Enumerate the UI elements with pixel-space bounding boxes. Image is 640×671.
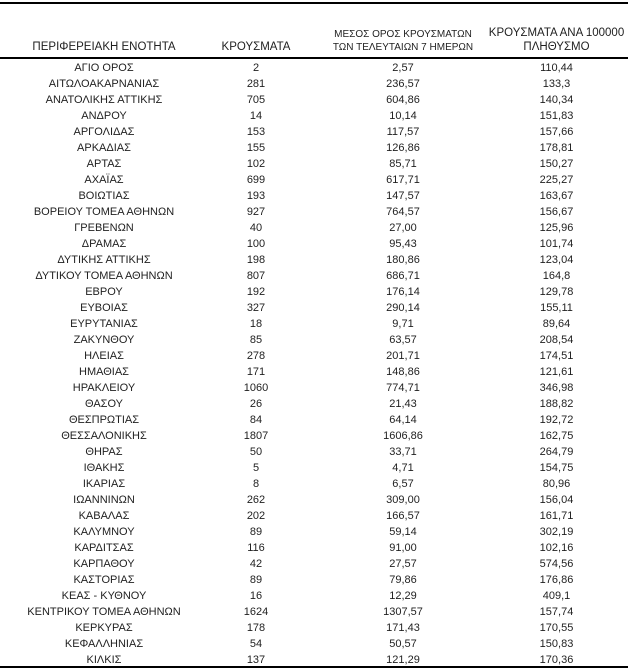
table-row (0, 76, 640, 92)
cell-per100k: 192,72 (539, 414, 574, 426)
cell-per100k: 133,3 (542, 78, 571, 90)
cell-per100k: 188,82 (539, 398, 574, 410)
table-row (0, 124, 640, 140)
cell-region: ΕΥΒΟΙΑΣ (80, 302, 128, 314)
cell-region: ΑΙΤΩΛΟΑΚΑΡΝΑΝΙΑΣ (48, 78, 160, 90)
cell-per100k: 125,96 (539, 222, 574, 234)
column-header-cases (208, 41, 304, 57)
cell-per100k: 264,79 (539, 446, 574, 458)
table-row (0, 460, 640, 476)
cell-avg7: 147,57 (386, 190, 420, 202)
cell-region: ΙΩΑΝΝΙΝΩΝ (73, 494, 135, 506)
cell-cases: 281 (246, 78, 266, 90)
cell-region: ΕΥΡΥΤΑΝΙΑΣ (70, 318, 138, 330)
cell-region: ΚΕΑΣ - ΚΥΘΝΟΥ (61, 590, 147, 602)
cell-per100k: 164,8 (542, 270, 571, 282)
table-row (0, 620, 640, 636)
cell-per100k: 102,16 (539, 542, 574, 554)
cell-avg7: 27,00 (389, 222, 417, 234)
cell-cases: 16 (249, 590, 263, 602)
cell-region: ΚΑΡΔΙΤΣΑΣ (74, 542, 134, 554)
cell-cases: 807 (246, 270, 266, 282)
cell-per100k: 178,81 (539, 142, 574, 154)
cell-avg7: 1606,86 (383, 430, 423, 442)
cell-cases: 153 (246, 126, 266, 138)
cell-cases: 278 (246, 350, 266, 362)
cell-avg7: 85,71 (389, 158, 417, 170)
cell-avg7: 6,57 (392, 478, 414, 490)
cell-region: ΑΝΑΤΟΛΙΚΗΣ ΑΤΤΙΚΗΣ (45, 94, 163, 106)
cell-cases: 327 (246, 302, 266, 314)
cell-avg7: 309,00 (386, 494, 420, 506)
table-body (0, 60, 640, 668)
cell-per100k: 123,04 (539, 254, 574, 266)
table-row (0, 588, 640, 604)
cell-per100k: 409,1 (542, 590, 571, 602)
cell-per100k: 163,67 (539, 190, 574, 202)
cell-avg7: 148,86 (386, 366, 420, 378)
cell-avg7: 604,86 (386, 94, 420, 106)
cell-region: ΑΝΔΡΟΥ (81, 110, 127, 122)
cell-region: ΚΑΛΥΜΝΟΥ (73, 526, 135, 538)
cell-cases: 155 (246, 142, 266, 154)
cell-cases: 85 (249, 334, 263, 346)
cell-region: ΙΘΑΚΗΣ (83, 462, 125, 474)
cell-per100k: 151,83 (539, 110, 574, 122)
cell-avg7: 1307,57 (383, 606, 423, 618)
cell-region: ΘΕΣΠΡΩΤΙΑΣ (68, 414, 140, 426)
cell-region: ΑΧΑΪΑΣ (84, 174, 124, 186)
cell-cases: 193 (246, 190, 266, 202)
table-row (0, 60, 640, 76)
cell-per100k: 156,67 (539, 206, 574, 218)
table-row (0, 572, 640, 588)
table-row (0, 364, 640, 380)
table-row (0, 300, 640, 316)
data-table (0, 60, 640, 668)
cell-avg7: 91,00 (389, 542, 417, 554)
cell-cases: 40 (249, 222, 263, 234)
cell-cases: 705 (246, 94, 266, 106)
table-row (0, 252, 640, 268)
column-header-per100k-line1: ΚΡΟΥΣΜΑΤΑ ΑΝΑ 100000 (488, 27, 625, 39)
cell-avg7: 64,14 (389, 414, 417, 426)
table-row (0, 396, 640, 412)
cell-region: ΑΡΚΑΔΙΑΣ (77, 142, 131, 154)
cell-avg7: 121,29 (386, 654, 420, 666)
cell-cases: 50 (249, 446, 263, 458)
table-row (0, 540, 640, 556)
cell-region: ΖΑΚΥΝΘΟΥ (73, 334, 135, 346)
table-row (0, 236, 640, 252)
cell-cases: 2 (252, 62, 260, 74)
cell-region: ΑΓΙΟ ΟΡΟΣ (74, 62, 134, 74)
cell-avg7: 79,86 (389, 574, 417, 586)
cell-per100k: 157,66 (539, 126, 574, 138)
cell-region: ΕΒΡΟΥ (85, 286, 123, 298)
table-row (0, 428, 640, 444)
cell-per100k: 208,54 (539, 334, 574, 346)
column-header-per100k-line2: ΠΛΗΘΥΣΜΟ (523, 40, 590, 53)
cell-cases: 116 (247, 542, 265, 554)
bottom-rule (0, 666, 628, 668)
cell-per100k: 80,96 (542, 478, 571, 490)
cell-per100k: 129,78 (539, 286, 574, 298)
cell-cases: 202 (246, 510, 266, 522)
cell-per100k: 346,98 (539, 382, 574, 394)
cell-avg7: 50,57 (389, 638, 417, 650)
cell-region: ΙΚΑΡΙΑΣ (82, 478, 126, 490)
table-row (0, 156, 640, 172)
cell-cases: 262 (246, 494, 266, 506)
cell-region: ΔΥΤΙΚΟΥ ΤΟΜΕΑ ΑΘΗΝΩΝ (35, 270, 173, 282)
cell-avg7: 166,57 (386, 510, 420, 522)
cell-region: ΗΜΑΘΙΑΣ (79, 366, 129, 378)
cell-region: ΗΛΕΙΑΣ (84, 350, 124, 362)
cell-avg7: 21,43 (389, 398, 417, 410)
cell-cases: 192 (246, 286, 266, 298)
cell-avg7: 290,14 (386, 302, 420, 314)
cell-avg7: 117,57 (386, 126, 420, 138)
cell-per100k: 110,44 (540, 62, 573, 74)
table-row (0, 332, 640, 348)
cell-cases: 1060 (243, 382, 269, 394)
column-header-cases-label: ΚΡΟΥΣΜΑΤΑ (221, 41, 291, 53)
cell-per100k: 225,27 (539, 174, 574, 186)
column-header-avg7 (304, 29, 502, 57)
cell-per100k: 161,71 (539, 510, 574, 522)
cell-region: ΑΡΤΑΣ (86, 158, 122, 170)
cell-avg7: 180,86 (386, 254, 420, 266)
table-row (0, 172, 640, 188)
cell-region: ΘΑΣΟΥ (84, 398, 124, 410)
cell-cases: 927 (246, 206, 266, 218)
cell-per100k: 150,83 (539, 638, 574, 650)
cell-avg7: 10,14 (389, 110, 417, 122)
cell-per100k: 170,36 (539, 654, 574, 666)
cell-avg7: 4,71 (392, 462, 414, 474)
table-row (0, 636, 640, 652)
table-row (0, 220, 640, 236)
cell-avg7: 686,71 (386, 270, 420, 282)
cell-region: ΘΗΡΑΣ (85, 446, 123, 458)
table-row (0, 108, 640, 124)
column-header-region (0, 41, 208, 57)
table-row (0, 188, 640, 204)
cell-region: ΒΟΡΕΙΟΥ ΤΟΜΕΑ ΑΘΗΝΩΝ (33, 206, 175, 218)
cell-cases: 137 (246, 654, 266, 666)
table-row (0, 412, 640, 428)
cell-region: ΚΑΣΤΟΡΙΑΣ (73, 574, 135, 586)
table-row (0, 284, 640, 300)
cell-per100k: 101,74 (539, 238, 574, 250)
cell-avg7: 33,71 (389, 446, 417, 458)
cell-per100k: 140,34 (539, 94, 574, 106)
table-row (0, 476, 640, 492)
cell-cases: 18 (249, 318, 263, 330)
cell-per100k: 156,04 (539, 494, 574, 506)
table-header (0, 4, 640, 57)
cell-avg7: 27,57 (389, 558, 417, 570)
cell-avg7: 9,71 (392, 318, 414, 330)
column-header-avg7-line1: ΜΕΣΟΣ ΟΡΟΣ ΚΡΟΥΣΜΑΤΩΝ (334, 29, 472, 40)
cell-avg7: 2,57 (392, 62, 414, 74)
table-row (0, 508, 640, 524)
cell-region: ΚΙΛΚΙΣ (86, 654, 122, 666)
cell-avg7: 176,14 (386, 286, 420, 298)
cell-cases: 84 (249, 414, 263, 426)
table-row (0, 316, 640, 332)
cell-per100k: 154,75 (539, 462, 574, 474)
cell-per100k: 155,11 (540, 302, 573, 314)
cell-cases: 171 (246, 366, 266, 378)
cell-cases: 42 (249, 558, 263, 570)
table-row (0, 140, 640, 156)
table-row (0, 524, 640, 540)
cell-cases: 89 (249, 574, 263, 586)
cell-region: ΚΕΡΚΥΡΑΣ (75, 622, 133, 634)
table-row (0, 380, 640, 396)
cell-avg7: 617,71 (386, 174, 420, 186)
cell-avg7: 171,43 (386, 622, 420, 634)
cell-cases: 1807 (243, 430, 269, 442)
cell-cases: 89 (249, 526, 263, 538)
table-row (0, 444, 640, 460)
cell-region: ΒΟΙΩΤΙΑΣ (78, 190, 130, 202)
cell-per100k: 162,75 (539, 430, 574, 442)
cell-region: ΘΕΣΣΑΛΟΝΙΚΗΣ (61, 430, 147, 442)
cell-region: ΔΡΑΜΑΣ (81, 238, 127, 250)
cell-region: ΚΕΝΤΡΙΚΟΥ ΤΟΜΕΑ ΑΘΗΝΩΝ (27, 606, 181, 618)
cell-avg7: 59,14 (389, 526, 417, 538)
cell-avg7: 764,57 (386, 206, 420, 218)
cell-cases: 178 (246, 622, 266, 634)
table-row (0, 556, 640, 572)
header-rule (0, 57, 628, 59)
cell-region: ΓΡΕΒΕΝΩΝ (74, 222, 134, 234)
cell-region: ΚΑΒΑΛΑΣ (78, 510, 130, 522)
table-row (0, 268, 640, 284)
cell-avg7: 774,71 (386, 382, 420, 394)
cell-per100k: 150,27 (539, 158, 574, 170)
cell-region: ΑΡΓΟΛΙΔΑΣ (73, 126, 135, 138)
cell-cases: 102 (246, 158, 266, 170)
column-header-avg7-line2: ΤΩΝ ΤΕΛΕΥΤΑΙΩΝ 7 ΗΜΕΡΩΝ (332, 41, 474, 53)
table-row (0, 348, 640, 364)
cell-cases: 198 (246, 254, 266, 266)
column-header-region-label: ΠΕΡΙΦΕΡΕΙΑΚΗ ΕΝΟΤΗΤΑ (32, 41, 176, 53)
table-row (0, 492, 640, 508)
cell-region: ΗΡΑΚΛΕΙΟΥ (72, 382, 136, 394)
cell-region: ΚΑΡΠΑΘΟΥ (73, 558, 135, 570)
cell-cases: 5 (252, 462, 260, 474)
table-row (0, 92, 640, 108)
cell-cases: 699 (246, 174, 266, 186)
cell-per100k: 157,74 (539, 606, 574, 618)
table-row (0, 604, 640, 620)
cell-cases: 54 (249, 638, 263, 650)
cell-per100k: 176,86 (539, 574, 574, 586)
column-header-per100k (488, 27, 640, 57)
cell-per100k: 89,64 (542, 318, 571, 330)
cell-avg7: 236,57 (386, 78, 420, 90)
cell-avg7: 201,71 (386, 350, 420, 362)
cell-per100k: 121,61 (539, 366, 574, 378)
table-row (0, 204, 640, 220)
cell-cases: 26 (249, 398, 263, 410)
cell-region: ΚΕΦΑΛΛΗΝΙΑΣ (64, 638, 144, 650)
cell-region: ΔΥΤΙΚΗΣ ΑΤΤΙΚΗΣ (57, 254, 151, 266)
cell-per100k: 174,51 (539, 350, 574, 362)
cell-avg7: 12,29 (389, 590, 417, 602)
cell-avg7: 95,43 (389, 238, 417, 250)
cell-per100k: 170,55 (539, 622, 574, 634)
cell-per100k: 302,19 (539, 526, 574, 538)
cell-cases: 1624 (243, 606, 269, 618)
cell-cases: 14 (249, 110, 263, 122)
cell-avg7: 63,57 (389, 334, 417, 346)
cell-avg7: 126,86 (386, 142, 420, 154)
cell-cases: 8 (252, 478, 260, 490)
cell-cases: 100 (246, 238, 266, 250)
cell-per100k: 574,56 (539, 558, 574, 570)
